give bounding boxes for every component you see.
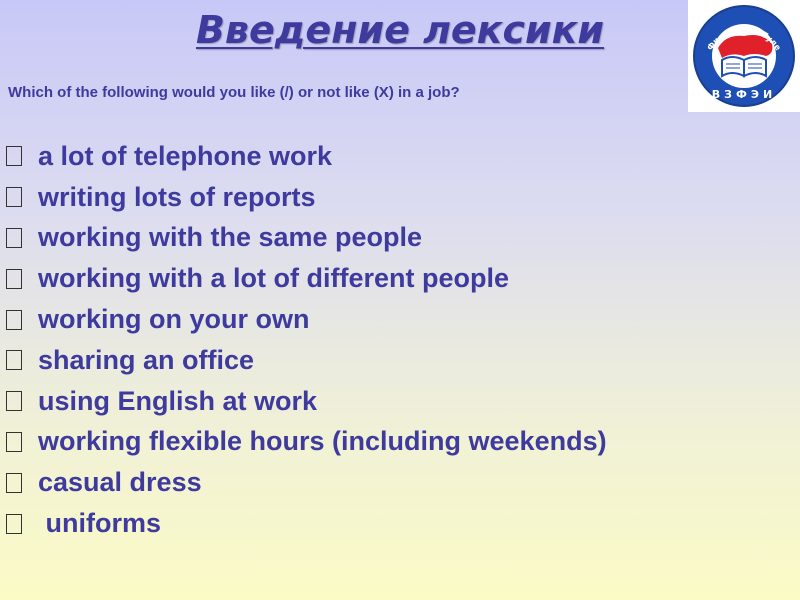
logo-abbreviation: ВЗФЭИ — [711, 88, 777, 101]
list-item — [6, 299, 607, 340]
job-preferences-list — [6, 136, 607, 544]
list-item-text: working flexible hours (including weekends) — [38, 426, 607, 457]
list-item-text: casual dress — [38, 467, 202, 498]
list-item — [6, 177, 607, 218]
bullet-box-icon — [6, 228, 22, 248]
bullet-box-icon — [6, 310, 22, 330]
list-item — [6, 503, 607, 544]
list-item-text: working on your own — [38, 304, 310, 335]
bullet-box-icon — [6, 473, 22, 493]
list-item — [6, 218, 607, 259]
logo-ring-text: Филиал в г. Туле — [705, 25, 783, 53]
slide-title: Введение лексики — [195, 8, 605, 52]
bullet-box-icon — [6, 391, 22, 411]
logo-emblem-icon — [688, 0, 800, 112]
list-item — [6, 258, 607, 299]
bullet-box-icon — [6, 146, 22, 166]
list-item-text: uniforms — [38, 508, 162, 539]
bullet-box-icon — [6, 187, 22, 207]
institute-logo — [688, 0, 800, 112]
list-item-text: sharing an office — [38, 344, 255, 375]
list-item — [6, 422, 607, 463]
list-item-text: using English at work — [38, 385, 318, 416]
list-item — [6, 462, 607, 503]
list-item-text: a lot of telephone work — [38, 140, 333, 171]
list-item-text: writing lots of reports — [38, 181, 316, 212]
bullet-box-icon — [6, 432, 22, 452]
list-item — [6, 136, 607, 177]
bullet-box-icon — [6, 350, 22, 370]
bullet-box-icon — [6, 269, 22, 289]
list-item — [6, 381, 607, 422]
list-item — [6, 340, 607, 381]
list-item-text: working with a lot of different people — [38, 263, 509, 294]
open-book-icon — [722, 57, 766, 76]
question-text: Which of the following would you like (/) or not like (X) in a job? — [8, 84, 460, 101]
list-item-text: working with the same people — [38, 222, 423, 253]
bullet-box-icon — [6, 514, 22, 534]
